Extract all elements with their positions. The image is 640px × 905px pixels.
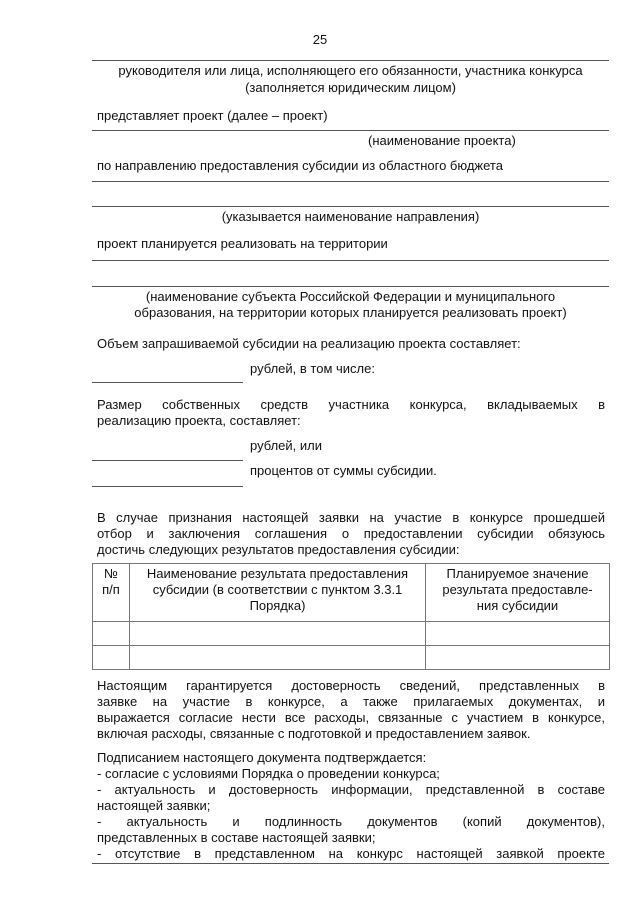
table-cell[interactable] — [93, 646, 130, 670]
head-line: руководителя или лица, исполняющего его обязанности, участника конкурса — [118, 63, 583, 78]
results-table — [92, 563, 610, 670]
col-number-line2: п/п — [102, 582, 120, 597]
table-cell[interactable] — [426, 622, 610, 646]
guarantee-3: выражается согласие нести все расходы, связанные с участием в конкурсе, — [97, 710, 605, 725]
table-cell[interactable] — [426, 646, 610, 670]
col-name-line3: Порядка) — [249, 598, 306, 613]
rule — [92, 181, 609, 182]
direction-line: по направлению предоставления субсидии из областного бюджета — [97, 158, 503, 173]
col-value-line1: Планируемое значение — [446, 566, 589, 581]
table-header-row — [93, 564, 610, 622]
col-value-line3: ния субсидии — [476, 598, 559, 613]
confirm-head: Подписанием настоящего документа подтверждается: — [97, 750, 427, 765]
rule — [92, 60, 609, 61]
col-name-line2: субсидии (в соответствии с пунктом 3.3.1 — [152, 582, 403, 597]
col-number-line1: № — [104, 566, 118, 581]
col-name-header — [130, 564, 426, 622]
confirm-item-4a: - отсутствие в представленном на конкурс настоящей заявкой проекте — [97, 846, 605, 861]
confirm-item-2b: настоящей заявки; — [97, 798, 211, 813]
confirm-item-1: - согласие с условиями Порядка о проведении конкурса; — [97, 766, 440, 781]
table-cell[interactable] — [130, 646, 426, 670]
confirm-item-3b: представленных в составе настоящей заявки; — [97, 830, 376, 845]
confirm-item-2a: - актуальность и достоверность информации, представленной в составе — [97, 782, 605, 797]
project-note: (наименование проекта) — [368, 133, 516, 148]
guarantee-2: заявке на участие в конкурсе, а также прилагаемых документах, и — [97, 694, 605, 709]
obligation-3: достичь следующих результатов предоставления субсидии: — [97, 542, 460, 557]
obligation-1: В случае признания настоящей заявки на участие в конкурсе прошедшей — [97, 510, 605, 525]
table-row — [93, 646, 610, 670]
col-value-header — [426, 564, 610, 622]
col-number-header — [93, 564, 130, 622]
head-note: (заполняется юридическим лицом) — [245, 80, 456, 95]
project-line: представляет проект (далее – проект) — [97, 108, 328, 123]
guarantee-1: Настоящим гарантируется достоверность сведений, представленных в — [97, 678, 605, 693]
rule — [92, 260, 609, 261]
table-cell[interactable] — [93, 622, 130, 646]
blank-underline — [92, 460, 243, 461]
own-funds-1: Размер собственных средств участника конкурса, вкладываемых в — [97, 397, 605, 412]
table-cell[interactable] — [130, 622, 426, 646]
volume-line: Объем запрашиваемой субсидии на реализацию проекта составляет: — [97, 336, 521, 351]
page-number: 25 — [312, 32, 328, 47]
direction-note: (указывается наименование направления) — [221, 209, 480, 224]
rule — [92, 130, 609, 131]
guarantee-4: включая расходы, связанные с подготовкой и предоставлением заявок. — [97, 726, 531, 741]
rule — [92, 863, 609, 864]
rule — [92, 206, 609, 207]
obligation-2: отбор и заключения соглашения о предоставлении субсидии обязуюсь — [97, 526, 605, 541]
confirm-item-3a: - актуальность и подлинность документов (копий документов), — [97, 814, 605, 829]
territory-note-1: (наименование субъекта Российской Федерации и муниципального — [145, 289, 556, 304]
col-value-line2: результата предоставле- — [442, 582, 593, 597]
territory-note-2: образования, на территории которых планируется реализовать проект) — [134, 305, 567, 320]
percent-line: процентов от суммы субсидии. — [250, 463, 437, 478]
own-funds-2: реализацию проекта, составляет: — [97, 413, 301, 428]
rule — [92, 286, 609, 287]
col-name-line1: Наименование результата предоставления — [146, 566, 409, 581]
table-row — [93, 622, 610, 646]
blank-underline — [92, 486, 243, 487]
rubles-or: рублей, или — [250, 438, 323, 453]
territory-line: проект планируется реализовать на территории — [97, 236, 388, 251]
blank-underline — [92, 382, 243, 383]
rubles-incl: рублей, в том числе: — [250, 361, 375, 376]
